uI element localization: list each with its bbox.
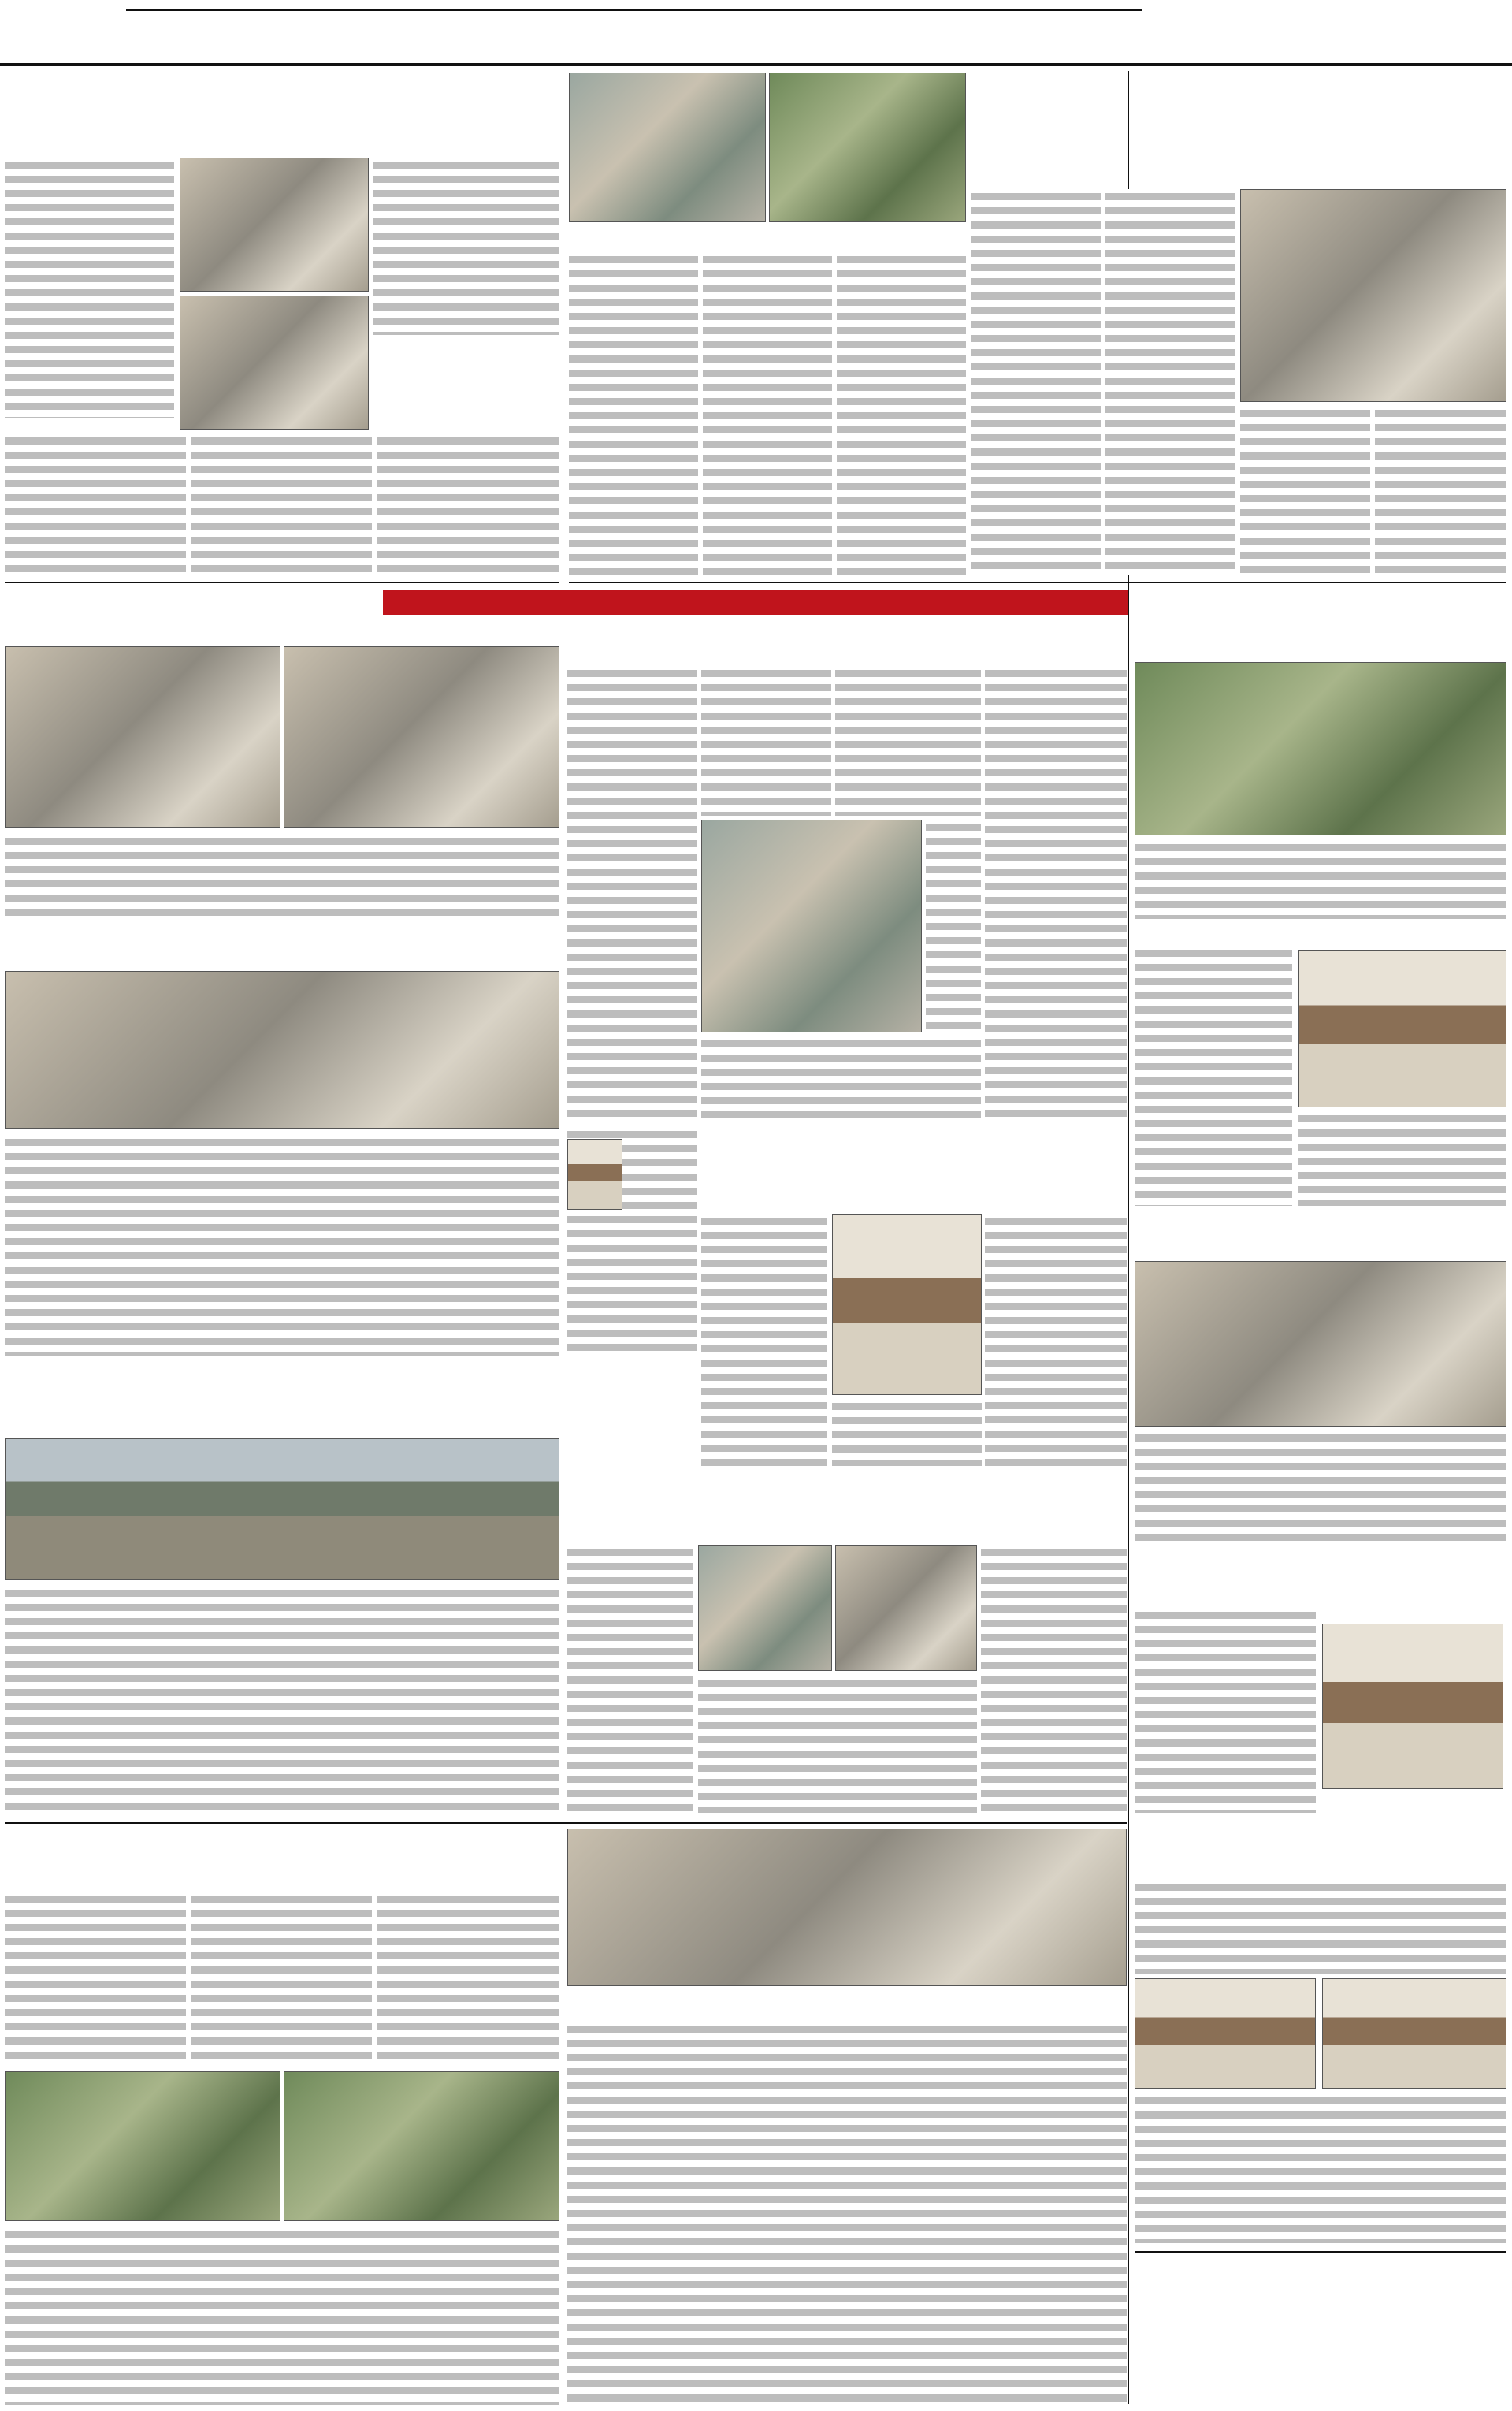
news-photo [180,296,369,430]
article-body [1240,406,1370,575]
article-body [985,1214,1127,1466]
article-body [567,2022,1127,2404]
article-body [703,252,832,575]
article-body [377,1892,559,2065]
article-body [1135,1608,1316,1813]
article-body [1105,189,1235,575]
cadet-photo [832,1214,982,1395]
article-body [1135,946,1292,1206]
news-photo [1240,189,1506,402]
header-rule [0,63,1512,66]
article-body [835,666,981,816]
article-body [5,158,174,418]
news-photo [835,1545,977,1671]
article-body [985,666,1127,1123]
article-body [1135,1880,1506,1974]
portrait-photo [1135,1978,1316,2089]
article-body [701,1036,981,1123]
news-photo [284,646,559,828]
portrait-photo [1322,1624,1503,1789]
news-photo [1135,662,1506,835]
article-body [567,666,697,1123]
news-photo [5,971,559,1129]
portrait-photo [567,1139,622,1210]
article-body [5,1586,559,1814]
article-body [191,1892,372,2065]
news-photo [1298,950,1506,1107]
article-body [1135,1431,1506,1541]
article-body [5,433,186,575]
article-body [1298,1111,1506,1206]
article-body [926,820,981,1032]
news-photo [698,1545,832,1671]
news-photo [5,646,280,828]
news-photo [769,73,966,222]
news-photo [284,2071,559,2221]
article-body [837,252,966,575]
article-body [5,1135,559,1356]
article-body [5,2227,559,2405]
article-body [567,1545,693,1813]
article-body [971,189,1101,575]
article-body [1135,840,1506,919]
article-body [701,1214,827,1466]
section-rule [5,1822,1127,1824]
section-rule [5,582,559,583]
article-body [832,1399,982,1466]
section-rule [569,582,1506,583]
news-photo [5,1438,559,1580]
article-body [5,1892,186,2065]
news-photo [180,158,369,292]
article-body [5,834,559,921]
article-body [1135,2093,1506,2243]
article-body [981,1545,1127,1813]
article-body [377,433,559,575]
section-rule [1135,2251,1506,2253]
news-photo [567,1829,1127,1986]
article-body [1375,406,1506,575]
news-photo [1135,1261,1506,1427]
article-body [373,158,559,335]
article-body [701,666,831,816]
news-photo [569,73,766,222]
portrait-photo [1322,1978,1506,2089]
news-photo [5,2071,280,2221]
article-body [569,252,698,575]
article-body [191,433,372,575]
header-thin-rule [126,9,1142,11]
news-photo [701,820,922,1032]
article-body [698,1676,977,1813]
banner-mukhija [383,590,1128,615]
